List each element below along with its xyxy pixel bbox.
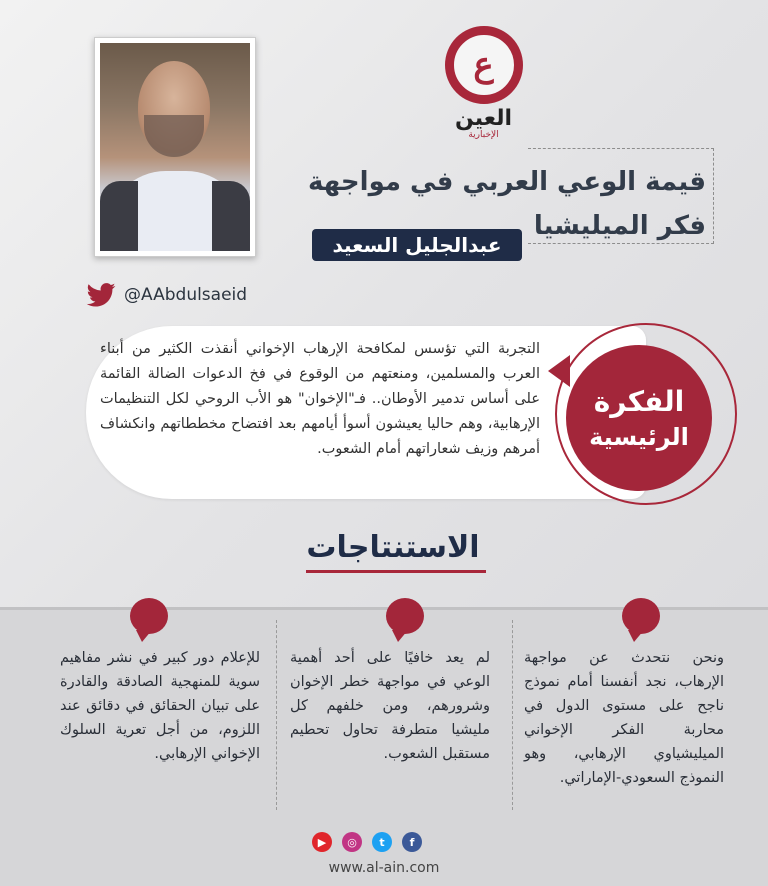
title-line-2: فكر الميليشيا xyxy=(533,211,706,241)
al-ain-logo xyxy=(441,26,526,144)
speech-bubble-icon xyxy=(622,598,660,634)
conclusion-item: لم يعد خافيًا على أحد أهمية الوعي في مواجهة خطر الإخوان وشرورهم، ومن خلفهم كل مليشيا متطرفة تحاول تحطيم مستقبل الشعوب. xyxy=(290,650,490,762)
main-idea-text: التجربة التي تؤسس لمكافحة الإرهاب الإخواني أنقذت الكثير من أبناء العرب والمسلمين، ومنعتهم من الوقوع في فخ الدعوات الضالة القائمة على أساس تدمير الأوطان.. فـ"الإخوان" هو الأب الروحي لكل التنظيمات الإرهابية، وهم حاليا يعيشون أسوأ أيامهم بعد افتضاح مخططاتهم وانكشاف أمرهم وزيف شعاراتهم أمام الشعوب. xyxy=(100,341,540,457)
twitter-handle-row[interactable] xyxy=(86,281,247,309)
website-url[interactable]: www.al-ain.com xyxy=(328,860,440,876)
social-links xyxy=(312,832,422,852)
author-name: عبدالجليل السعيد xyxy=(312,229,522,261)
title-line-1: قيمة الوعي العربي في مواجهة xyxy=(308,167,706,197)
instagram-icon[interactable]: ◎ xyxy=(342,832,362,852)
heading-underline xyxy=(306,570,486,573)
speech-bubble-icon xyxy=(130,598,168,634)
youtube-icon[interactable]: ▶ xyxy=(312,832,332,852)
badge-line-2: الرئيسية xyxy=(589,423,689,451)
column-separator xyxy=(276,620,277,810)
conclusion-item: ونحن نتحدث عن مواجهة الإرهاب، نجد أنفسنا أمام نموذج ناجح على مستوى الدول في محاربة الفكر الإخواني الميليشياوي الإرهابي، وهو النموذج السعودي-الإماراتي. xyxy=(524,650,724,786)
conclusions-heading: الاستنتاجات xyxy=(306,530,480,565)
badge-pointer xyxy=(548,355,570,387)
logo-name: العين xyxy=(455,106,512,131)
main-idea-badge xyxy=(566,345,712,491)
twitter-icon[interactable]: t xyxy=(372,832,392,852)
twitter-icon xyxy=(86,283,116,307)
speech-bubble-icon xyxy=(386,598,424,634)
twitter-handle: @AAbdulsaeid xyxy=(124,285,248,305)
logo-glyph: ع xyxy=(473,45,494,85)
column-separator xyxy=(512,620,513,810)
conclusion-item: للإعلام دور كبير في نشر مفاهيم سوية للمنهجية الصادقة والقادرة على تبيان الحقائق في دقائق عند اللزوم، من أجل تعرية السلوك الإخواني الإرهابي. xyxy=(60,650,260,762)
facebook-icon[interactable]: f xyxy=(402,832,422,852)
logo-subtitle: الإخبارية xyxy=(468,130,499,140)
badge-line-1: الفكرة xyxy=(593,385,685,418)
author-photo xyxy=(94,37,256,257)
